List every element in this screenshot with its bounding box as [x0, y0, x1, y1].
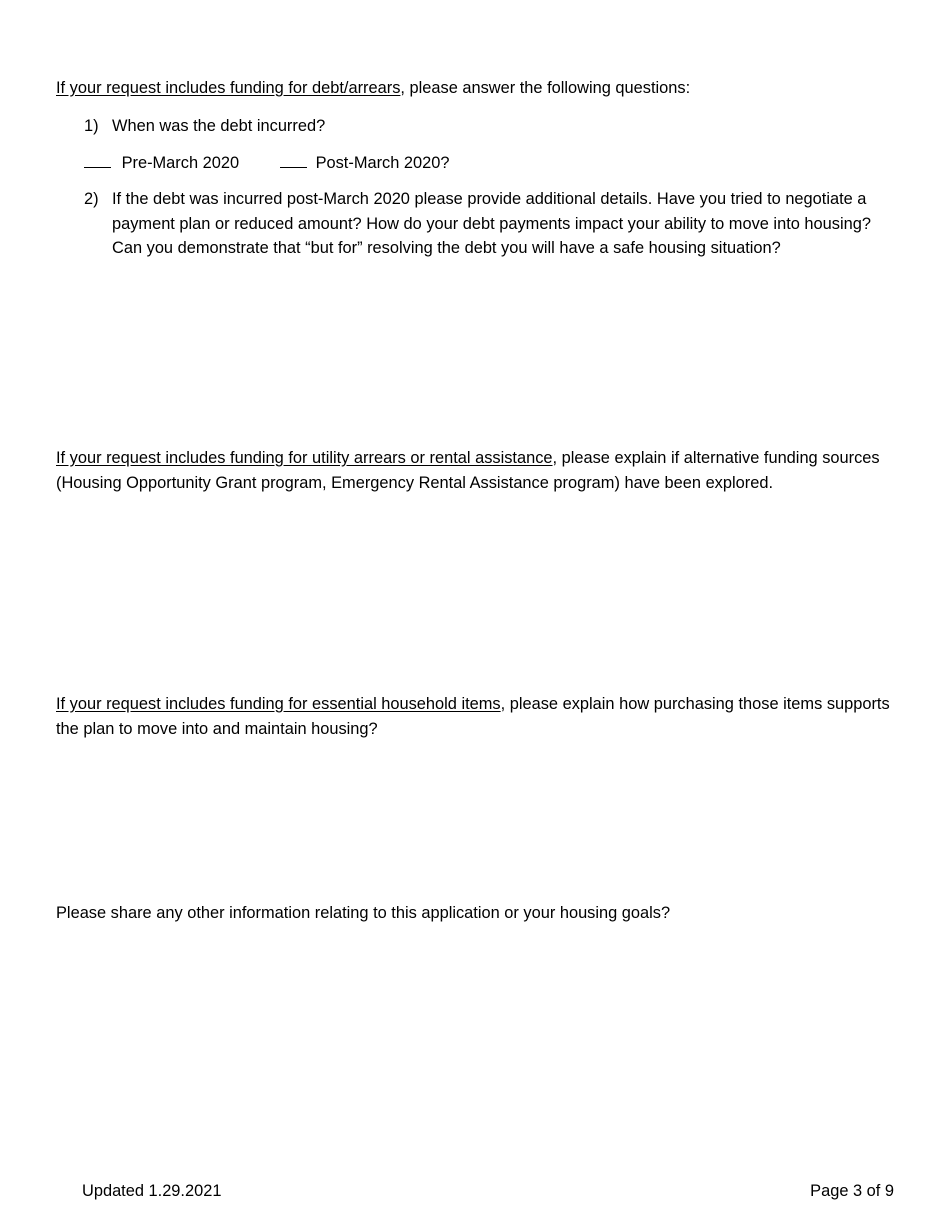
debt-section-underlined: If your request includes funding for debt/arrears: [56, 79, 401, 97]
question-2-text: If the debt was incurred post-March 2020 please provide additional details. Have you tried to negotiate a payment plan or reduced amount? How do your debt payments impact your ability to move into housing? Can you demonstrate that “but for” resolving the debt you will have a safe housing situation?: [112, 190, 871, 258]
debt-section-rest: , please answer the following questions:: [400, 79, 691, 97]
other-info-prompt: Please share any other information relating to this application or your housing goals?: [56, 904, 671, 922]
question-1-number: 1): [84, 117, 99, 135]
option-pre-march[interactable]: [84, 151, 239, 176]
post-march-label: Post-March 2020?: [315, 154, 450, 172]
question-2-number: 2): [84, 190, 99, 208]
utility-section-rest: , please explain if alternative funding sources (Housing Opportunity Grant program, Emergency Rental Assistance program) have been explored.: [56, 449, 880, 492]
option-post-march[interactable]: [280, 151, 450, 176]
utility-section-underlined: If your request includes funding for utility arrears or rental assistance: [56, 449, 553, 467]
household-section-rest: , please explain how purchasing those items supports the plan to move into and maintain housing?: [56, 695, 890, 738]
post-march-blank[interactable]: [280, 153, 307, 168]
utility-section-intro: [56, 446, 906, 495]
debt-section-intro: [56, 76, 906, 101]
household-section-intro: [56, 692, 906, 741]
pre-march-label: Pre-March 2020: [121, 154, 240, 172]
question-1-text: When was the debt incurred?: [112, 117, 326, 135]
household-section-underlined: If your request includes funding for essential household items: [56, 695, 501, 713]
footer-page-number: Page 3 of 9: [810, 1182, 894, 1200]
footer-updated: Updated 1.29.2021: [82, 1182, 222, 1200]
pre-march-blank[interactable]: [84, 153, 111, 168]
